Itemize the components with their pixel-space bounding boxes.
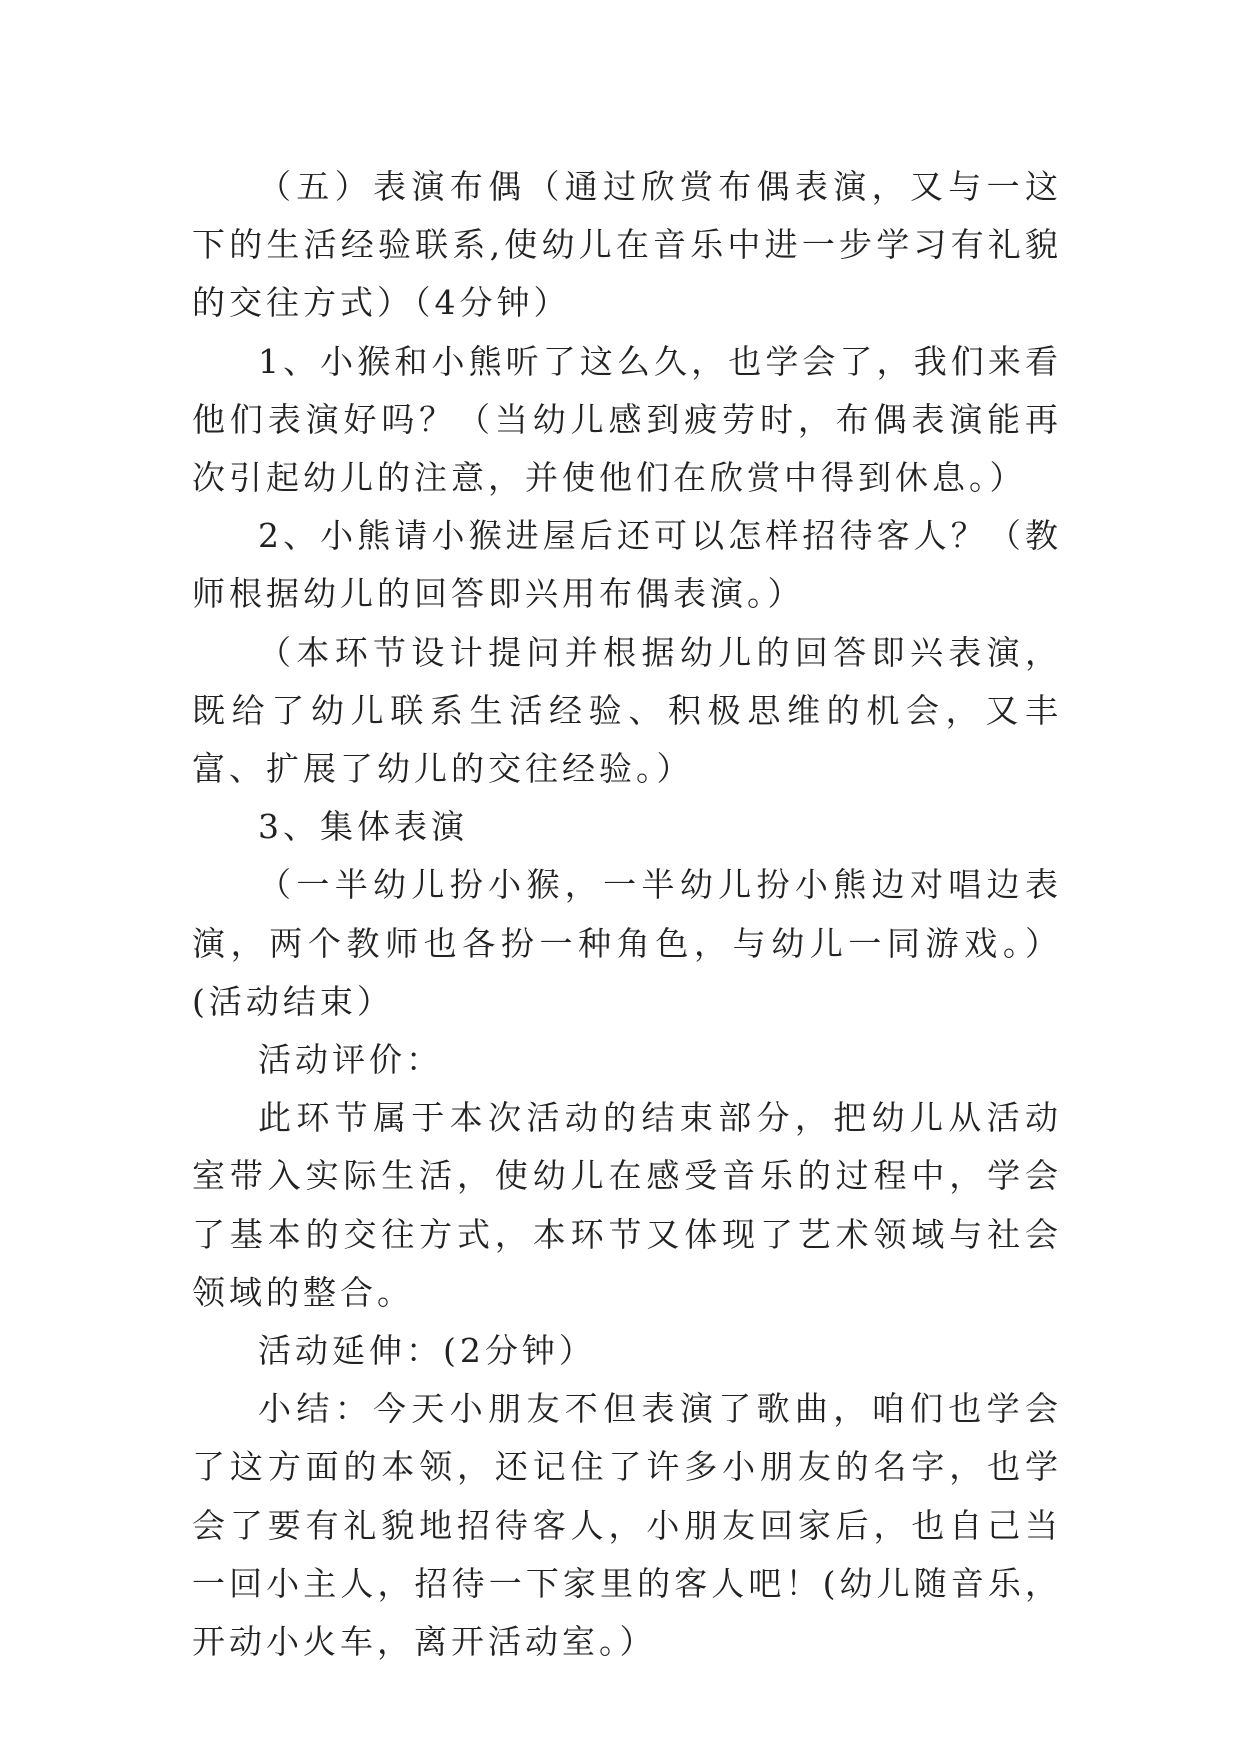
paragraph-summary: 小结：今天小朋友不但表演了歌曲，咱们也学会了这方面的本领，还记住了许多小朋友的名字，也学会了要有礼貌地招待客人，小朋友回家后，也自己当一回小主人，招待一下家里的客人吧！(幼儿随音乐，开动小火车，离开活动室。） xyxy=(192,1389,1062,1662)
paragraph-extension-heading: 活动延伸：(2分钟） xyxy=(258,1331,596,1371)
document-body xyxy=(192,158,1062,1671)
paragraph-step-3: 3、集体表演 xyxy=(258,807,468,847)
paragraph-step-3-detail: （一半幼儿扮小猴，一半幼儿扮小熊边对唱边表演，两个教师也各扮一种角色，与幼儿一同游戏。）(活动结束） xyxy=(192,865,1062,1021)
paragraph-step-1: 1、小猴和小熊听了这么久，也学会了，我们来看他们表演好吗？（当幼儿感到疲劳时，布偶表演能再次引起幼儿的注意，并使他们在欣赏中得到休息。） xyxy=(192,341,1062,498)
paragraph-step-2-note: （本环节设计提问并根据幼儿的回答即兴表演，既给了幼儿联系生活经验、积极思维的机会，又丰富、扩展了幼儿的交往经验。） xyxy=(192,632,1062,789)
paragraph-step-2: 2、小熊请小猴进屋后还可以怎样招待客人？（教师根据幼儿的回答即兴用布偶表演。） xyxy=(192,516,1062,614)
paragraph-evaluation-heading: 活动评价： xyxy=(258,1040,443,1080)
paragraph-section-five-title: （五）表演布偶（通过欣赏布偶表演，又与一这下的生活经验联系,使幼儿在音乐中进一步学习有礼貌的交往方式）（4分钟） xyxy=(192,167,1062,323)
paragraph-evaluation-body: 此环节属于本次活动的结束部分，把幼儿从活动室带入实际生活，使幼儿在感受音乐的过程中，学会了基本的交往方式，本环节又体现了艺术领域与社会领域的整合。 xyxy=(192,1098,1062,1312)
